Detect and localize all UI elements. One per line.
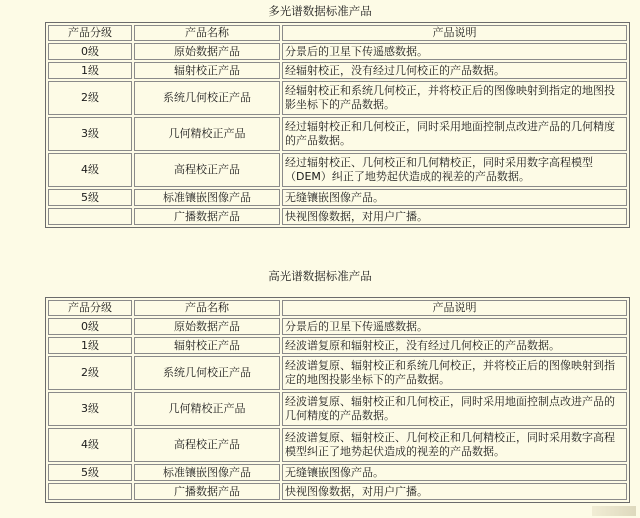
product-name-cell: 标准镶嵌图像产品 <box>134 189 280 206</box>
column-header: 产品说明 <box>282 300 627 316</box>
table-row <box>48 62 627 79</box>
multispectral-products-table <box>45 22 630 228</box>
table-row <box>48 81 627 115</box>
product-description-cell: 无缝镶嵌图像产品。 <box>282 464 627 481</box>
product-level-cell: 0级 <box>48 43 132 60</box>
product-name-cell: 几何精校正产品 <box>134 117 280 151</box>
table-row <box>48 318 627 335</box>
product-description-cell: 经辐射校正，没有经过几何校正的产品数据。 <box>282 62 627 79</box>
product-level-cell: 1级 <box>48 62 132 79</box>
product-level-cell: 4级 <box>48 428 132 462</box>
column-header: 产品分级 <box>48 300 132 316</box>
column-header: 产品分级 <box>48 25 132 41</box>
table-row <box>48 483 627 500</box>
table-row <box>48 153 627 187</box>
product-name-cell: 几何精校正产品 <box>134 392 280 426</box>
product-description-cell: 无缝镶嵌图像产品。 <box>282 189 627 206</box>
column-header: 产品名称 <box>134 300 280 316</box>
product-name-cell: 原始数据产品 <box>134 43 280 60</box>
section-title-multispectral: 多光谱数据标准产品 <box>268 4 372 18</box>
hyperspectral-products-table <box>45 297 630 503</box>
table-row <box>48 117 627 151</box>
product-level-cell <box>48 208 132 225</box>
table-header-row <box>48 25 627 41</box>
column-header: 产品说明 <box>282 25 627 41</box>
product-description-cell: 经波谱复原、辐射校正和系统几何校正，并将校正后的图像映射到指定的地图投影坐标下的产品数据。 <box>282 356 627 390</box>
product-description-cell: 快视图像数据，对用户广播。 <box>282 208 627 225</box>
product-name-cell: 高程校正产品 <box>134 153 280 187</box>
table-row <box>48 43 627 60</box>
table-header-row <box>48 300 627 316</box>
product-level-cell: 5级 <box>48 189 132 206</box>
product-level-cell: 4级 <box>48 153 132 187</box>
table-row <box>48 428 627 462</box>
product-name-cell: 广播数据产品 <box>134 208 280 225</box>
product-name-cell: 广播数据产品 <box>134 483 280 500</box>
table-row <box>48 208 627 225</box>
product-name-cell: 标准镶嵌图像产品 <box>134 464 280 481</box>
product-level-cell: 1级 <box>48 337 132 354</box>
column-header: 产品名称 <box>134 25 280 41</box>
product-description-cell: 经波谱复原、辐射校正、几何校正和几何精校正，同时采用数字高程模型纠正了地势起伏造成的视差的产品数据。 <box>282 428 627 462</box>
table-row <box>48 392 627 426</box>
watermark-mark <box>592 506 636 516</box>
product-level-cell: 3级 <box>48 392 132 426</box>
section-title-hyperspectral: 高光谱数据标准产品 <box>268 269 372 283</box>
product-description-cell: 经波谱复原和辐射校正，没有经过几何校正的产品数据。 <box>282 337 627 354</box>
table-row <box>48 337 627 354</box>
product-name-cell: 辐射校正产品 <box>134 337 280 354</box>
product-name-cell: 辐射校正产品 <box>134 62 280 79</box>
product-level-cell: 2级 <box>48 81 132 115</box>
product-description-cell: 经过辐射校正、几何校正和几何精校正，同时采用数字高程模型（DEM）纠正了地势起伏造成的视差的产品数据。 <box>282 153 627 187</box>
product-description-cell: 快视图像数据，对用户广播。 <box>282 483 627 500</box>
product-name-cell: 系统几何校正产品 <box>134 81 280 115</box>
product-level-cell: 2级 <box>48 356 132 390</box>
product-level-cell: 3级 <box>48 117 132 151</box>
product-name-cell: 高程校正产品 <box>134 428 280 462</box>
table-row <box>48 356 627 390</box>
product-name-cell: 系统几何校正产品 <box>134 356 280 390</box>
product-level-cell <box>48 483 132 500</box>
product-name-cell: 原始数据产品 <box>134 318 280 335</box>
product-description-cell: 分景后的卫星下传遥感数据。 <box>282 318 627 335</box>
product-description-cell: 经辐射校正和系统几何校正，并将校正后的图像映射到指定的地图投影坐标下的产品数据。 <box>282 81 627 115</box>
table-row <box>48 189 627 206</box>
table-row <box>48 464 627 481</box>
product-description-cell: 经过辐射校正和几何校正，同时采用地面控制点改进产品的几何精度的产品数据。 <box>282 117 627 151</box>
product-description-cell: 分景后的卫星下传遥感数据。 <box>282 43 627 60</box>
product-level-cell: 5级 <box>48 464 132 481</box>
product-level-cell: 0级 <box>48 318 132 335</box>
product-description-cell: 经波谱复原、辐射校正和几何校正，同时采用地面控制点改进产品的几何精度的产品数据。 <box>282 392 627 426</box>
